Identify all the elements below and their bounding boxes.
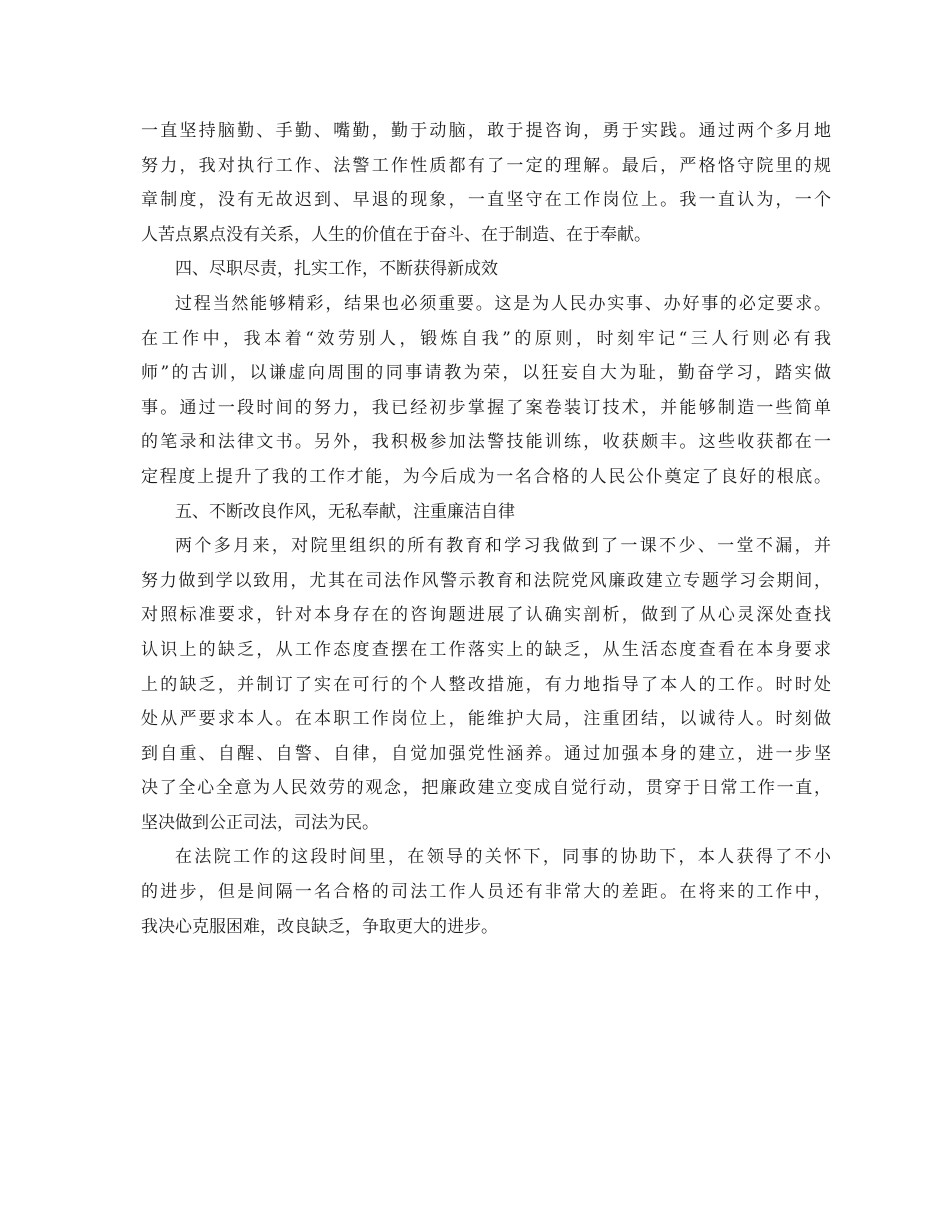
text-line: 到自重、自醒、自警、自律，自觉加强党性涵养。通过加强本身的建立，进一步坚 [141,743,831,764]
text-line: 处从严要求本人。在本职工作岗位上，能维护大局，注重团结，以诚待人。时刻做 [141,709,831,730]
text-line: 过程当然能够精彩，结果也必须重要。这是为人民办实事、办好事的必定要求。 [175,293,831,314]
text-line: 认识上的缺乏，从工作态度查摆在工作落实上的缺乏，从生活态度查看在本身要求 [141,639,831,660]
text-line: 的笔录和法律文书。另外，我积极参加法警技能训练，收获颇丰。这些收获都在一 [141,432,831,453]
section-heading: 四、尽职尽责，扎实工作，不断获得新成效 [175,259,498,280]
text-line: 在工作中，我本着“效劳别人，锻炼自我”的原则，时刻牢记“三人行则必有我 [141,328,831,349]
text-line: 我决心克服困难，改良缺乏，争取更大的进步。 [141,916,498,937]
document-body [141,114,831,944]
text-line: 人苦点累点没有关系，人生的价值在于奋斗、在于制造、在于奉献。 [141,224,651,245]
text-line: 定程度上提升了我的工作才能，为今后成为一名合格的人民公仆奠定了良好的根底。 [141,466,831,487]
section-heading: 五、不断改良作风，无私奉献，注重廉洁自律 [175,501,515,522]
text-line: 章制度，没有无故迟到、早退的现象，一直坚守在工作岗位上。我一直认为，一个 [141,190,831,211]
text-line: 对照标准要求，针对本身存在的咨询题进展了认确实剖析，做到了从心灵深处查找 [141,605,831,626]
text-line: 坚决做到公正司法，司法为民。 [141,812,379,833]
text-line: 事。通过一段时间的努力，我已经初步掌握了案卷装订技术，并能够制造一些简单 [141,397,831,418]
text-line: 努力，我对执行工作、法警工作性质都有了一定的理解。最后，严格恪守院里的规 [141,155,831,176]
text-line: 的进步，但是间隔一名合格的司法工作人员还有非常大的差距。在将来的工作中， [141,882,831,903]
text-line: 努力做到学以致用，尤其在司法作风警示教育和法院党风廉政建立专题学习会期间， [141,570,831,591]
text-line: 在法院工作的这段时间里，在领导的关怀下，同事的协助下，本人获得了不小 [175,847,831,868]
text-line: 师”的古训，以谦虚向周围的同事请教为荣，以狂妄自大为耻，勤奋学习，踏实做 [141,363,831,384]
text-line: 一直坚持脑勤、手勤、嘴勤，勤于动脑，敢于提咨询，勇于实践。通过两个多月地 [141,121,831,141]
text-line: 决了全心全意为人民效劳的观念，把廉政建立变成自觉行动，贯穿于日常工作一直， [141,778,831,799]
text-line: 两个多月来，对院里组织的所有教育和学习我做到了一课不少、一堂不漏，并 [175,536,831,557]
text-line: 上的缺乏，并制订了实在可行的个人整改措施，有力地指导了本人的工作。时时处 [141,674,831,695]
